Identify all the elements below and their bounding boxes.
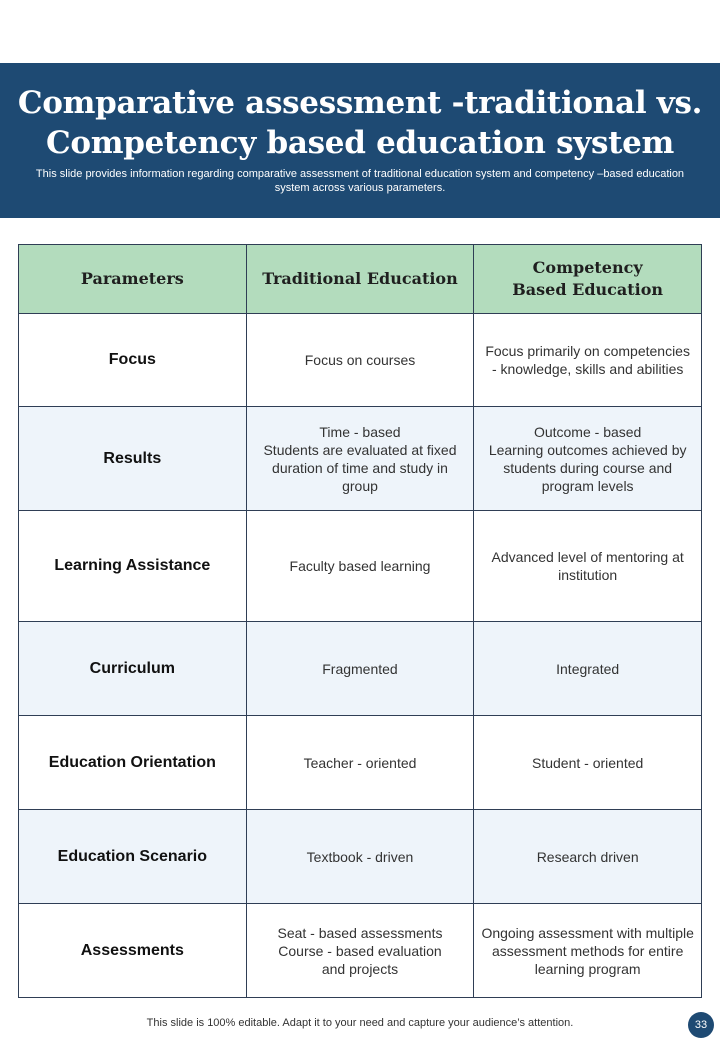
traditional-cell: Textbook - driven [246, 810, 474, 904]
column-header-parameters: Parameters [19, 245, 247, 314]
parameter-cell: Results [19, 407, 247, 511]
table-row [19, 810, 702, 904]
table-row [19, 904, 702, 998]
competency-cell: Focus primarily on competencies - knowledge, skills and abilities [474, 314, 702, 407]
comparison-table [18, 244, 702, 998]
traditional-cell: Seat - based assessments Course - based evaluation and projects [246, 904, 474, 998]
slide-header [0, 63, 720, 218]
slide-subtitle: This slide provides information regarding comparative assessment of traditional education system and competency –based education system across various parameters. [35, 168, 685, 194]
parameter-cell: Education Scenario [19, 810, 247, 904]
traditional-cell: Faculty based learning [246, 511, 474, 622]
table-row [19, 716, 702, 810]
competency-cell: Advanced level of mentoring at institution [474, 511, 702, 622]
parameter-cell: Learning Assistance [19, 511, 247, 622]
footer-note: This slide is 100% editable. Adapt it to your need and capture your audience’s attention. [146, 1017, 574, 1029]
traditional-cell: Time - based Students are evaluated at fixed duration of time and study in group [246, 407, 474, 511]
competency-cell: Integrated [474, 622, 702, 716]
parameter-cell: Curriculum [19, 622, 247, 716]
comparison-table-container [18, 244, 702, 998]
table-row [19, 407, 702, 511]
parameter-cell: Education Orientation [19, 716, 247, 810]
table-row [19, 622, 702, 716]
competency-cell: Ongoing assessment with multiple assessment methods for entire learning program [474, 904, 702, 998]
slide-title [0, 63, 720, 163]
competency-cell: Research driven [474, 810, 702, 904]
traditional-cell: Teacher - oriented [246, 716, 474, 810]
table-row [19, 314, 702, 407]
title-line-2: Competency based education system [45, 125, 675, 161]
parameter-cell: Focus [19, 314, 247, 407]
table-row [19, 511, 702, 622]
parameter-cell: Assessments [19, 904, 247, 998]
page-number-badge: 33 [688, 1012, 714, 1038]
traditional-cell: Focus on courses [246, 314, 474, 407]
title-line-1: Comparative assessment -traditional vs. [17, 85, 703, 121]
competency-cell: Student - oriented [474, 716, 702, 810]
column-header-traditional: Traditional Education [246, 245, 474, 314]
column-header-competency: Competency Based Education [474, 245, 702, 314]
competency-cell: Outcome - based Learning outcomes achieved by students during course and program levels [474, 407, 702, 511]
traditional-cell: Fragmented [246, 622, 474, 716]
table-header-row [19, 245, 702, 314]
